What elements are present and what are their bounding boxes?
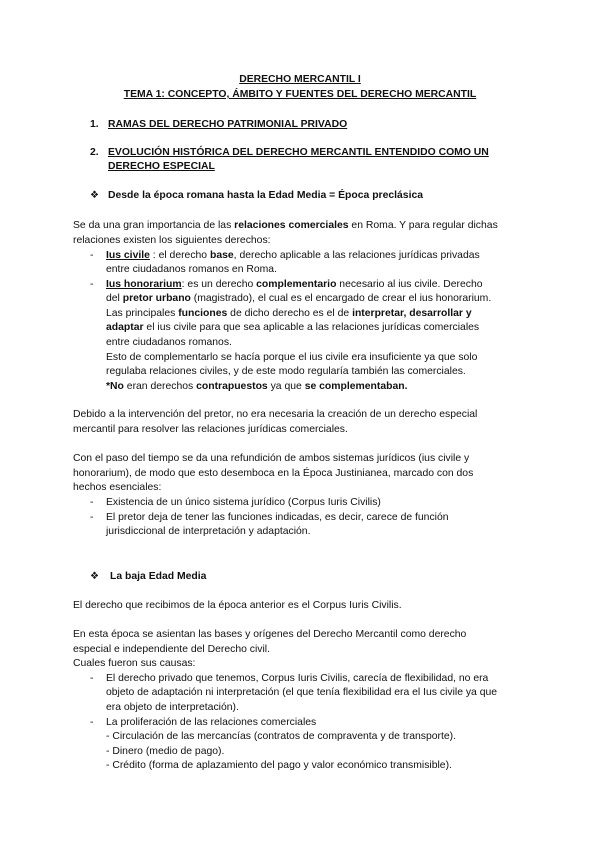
list-item-line: regulaba relaciones civiles, y de este modo regularía también las comerciales.	[106, 366, 466, 377]
list-item-ius-civile: Ius civile : el derecho base, derecho aplicable a las relaciones jurídicas privadas	[106, 250, 480, 261]
diamond-bullet-icon: ❖	[90, 571, 99, 582]
list-item-line: Las principales funciones de dicho derecho es el de interpretar, desarrollar y	[106, 308, 472, 319]
dash-bullet: -	[90, 512, 94, 523]
paragraph-line: El derecho que recibimos de la época anterior es el Corpus Iuris Civilis.	[73, 600, 402, 611]
sub-list-item: - Circulación de las mercancías (contratos de compraventa y de transporte).	[106, 731, 456, 742]
subsection-1-title: Desde la época romana hasta la Edad Media = Época preclásica	[108, 190, 424, 201]
paragraph-line: Con el paso del tiempo se da una refundición de ambos sistemas jurídicos (ius civile y	[73, 453, 470, 464]
section-2-title-line2: DERECHO ESPECIAL	[108, 161, 215, 172]
paragraph-line: relaciones existen los siguientes derechos:	[73, 235, 271, 246]
sub-list-item: - Dinero (medio de pago).	[106, 746, 225, 757]
sub-list-item: - Crédito (forma de aplazamiento del pago y valor económico transmisible).	[106, 760, 452, 771]
list-item: El pretor deja de tener las funciones indicadas, es decir, carece de función	[106, 512, 449, 523]
list-item: El derecho privado que tenemos, Corpus Iuris Civilis, carecía de flexibilidad, no era	[106, 673, 489, 684]
paragraph-line: En esta época se asientan las bases y orígenes del Derecho Mercantil como derecho	[73, 629, 467, 640]
list-item-line: *No eran derechos contrapuestos ya que se complementaban.	[106, 381, 408, 392]
paragraph-line: Se da una gran importancia de las relaciones comerciales en Roma. Y para regular dichas	[73, 220, 498, 231]
list-item-ius-honorarium: Ius honorarium: es un derecho complementario necesario al ius civile. Derecho	[106, 279, 483, 290]
list-item-line: objeto de adaptación ni interpretación (el que tenía flexibilidad era el Ius civile ya que	[106, 687, 498, 698]
diamond-bullet-icon: ❖	[90, 190, 99, 201]
list-item-line: del pretor urbano (magistrado), el cual es el encargado de crear el ius honorarium.	[106, 293, 492, 304]
section-2-number: 2.	[90, 147, 99, 158]
list-item-line: entre ciudadanos romanos en Roma.	[106, 264, 277, 275]
dash-bullet: -	[90, 497, 94, 508]
document-subtitle: TEMA 1: CONCEPTO, ÁMBITO Y FUENTES DEL DERECHO MERCANTIL	[123, 89, 477, 100]
document-title: DERECHO MERCANTIL I	[239, 74, 361, 85]
list-item: La proliferación de las relaciones comerciales	[106, 717, 317, 728]
list-item: Existencia de un único sistema jurídico (Corpus Iuris Civilis)	[106, 497, 381, 508]
paragraph-line: Cuales fueron sus causas:	[73, 658, 196, 669]
list-item-line: adaptar el ius civile para que sea aplicable a las relaciones jurídicas comerciales	[106, 322, 480, 333]
list-item-line: Esto de complementarlo se hacía porque el ius civile era insuficiente ya que solo	[106, 352, 478, 363]
section-1-number: 1.	[90, 119, 99, 130]
paragraph-line: Debido a la intervención del pretor, no era necesaria la creación de un derecho especial	[73, 409, 478, 420]
list-item-line: jurisdiccional de interpretación y adaptación.	[106, 526, 311, 537]
paragraph-line: mercantil para resolver las relaciones jurídicas comerciales.	[73, 424, 348, 435]
paragraph-line: especial e independiente del Derecho civil.	[73, 644, 270, 655]
dash-bullet: -	[90, 250, 94, 261]
list-item-line: era objeto de interpretación).	[106, 702, 239, 713]
dash-bullet: -	[90, 279, 94, 290]
paragraph-line: honorarium), de modo que esto desemboca en la Época Justinianea, marcado con dos	[73, 468, 474, 479]
paragraph-line: hechos esenciales:	[73, 482, 162, 493]
list-item-line: entre ciudadanos romanos.	[106, 337, 232, 348]
section-2-title-line1: EVOLUCIÓN HISTÓRICA DEL DERECHO MERCANTIL ENTENDIDO COMO UN	[108, 147, 489, 158]
section-1-title: RAMAS DEL DERECHO PATRIMONIAL PRIVADO	[108, 119, 348, 130]
dash-bullet: -	[90, 717, 94, 728]
dash-bullet: -	[90, 673, 94, 684]
subsection-2-title: La baja Edad Media	[110, 571, 207, 582]
